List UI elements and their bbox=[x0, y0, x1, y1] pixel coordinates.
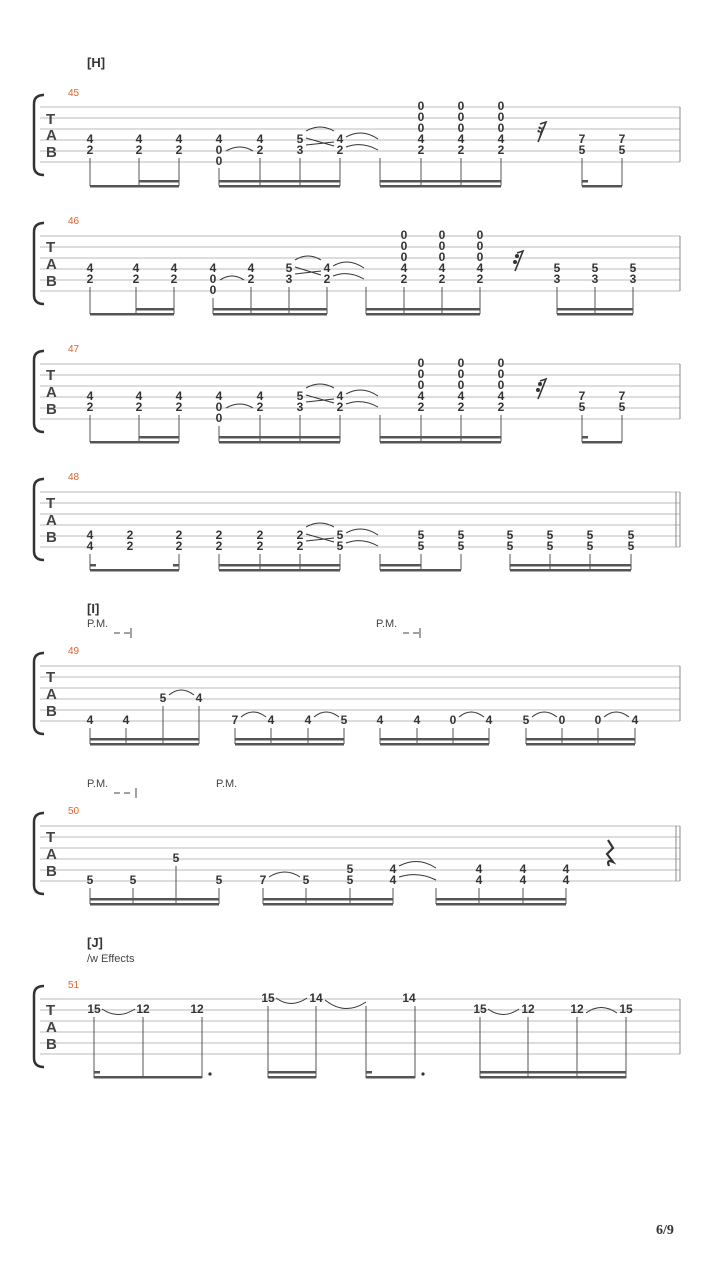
fret-number: 2 bbox=[497, 400, 505, 414]
tie-arc bbox=[346, 529, 378, 535]
fret-number: 5 bbox=[457, 539, 465, 553]
fret-number: 2 bbox=[256, 400, 264, 414]
fret-number: 5 bbox=[285, 261, 293, 275]
fret-number: 0 bbox=[457, 367, 465, 381]
fret-number: 2 bbox=[323, 272, 331, 286]
tie-arc bbox=[226, 404, 253, 408]
rest-dot bbox=[536, 388, 540, 392]
fret-numbers bbox=[87, 691, 639, 727]
fret-number: 4 bbox=[86, 389, 94, 403]
fret-number: 2 bbox=[296, 528, 304, 542]
fret-number: 5 bbox=[618, 400, 626, 414]
fret-number: 0 bbox=[497, 121, 505, 135]
fret-number: 4 bbox=[122, 713, 130, 727]
fret-number: 2 bbox=[170, 272, 178, 286]
beams bbox=[94, 1071, 626, 1079]
tie-arc bbox=[346, 541, 378, 546]
fret-number: 0 bbox=[457, 99, 465, 113]
tab-letter-a: A bbox=[46, 127, 57, 144]
tie-arc bbox=[220, 276, 244, 280]
rest-dot bbox=[538, 382, 542, 386]
fret-number: 0 bbox=[594, 713, 602, 727]
fret-number: 5 bbox=[417, 528, 425, 542]
dotted-rhythm-dot bbox=[208, 1072, 211, 1075]
system-47 bbox=[34, 344, 680, 444]
fret-number: 5 bbox=[457, 528, 465, 542]
fret-number: 4 bbox=[132, 261, 140, 275]
fret-number: 3 bbox=[285, 272, 293, 286]
palm-mute-extent bbox=[403, 628, 420, 638]
fret-number: 4 bbox=[304, 713, 312, 727]
fret-number: 7 bbox=[578, 389, 586, 403]
fret-number: 4 bbox=[413, 713, 421, 727]
fret-number: 2 bbox=[256, 528, 264, 542]
fret-number: 4 bbox=[476, 261, 484, 275]
tie-arc bbox=[459, 712, 484, 717]
fret-number: 5 bbox=[553, 261, 561, 275]
fret-number: 2 bbox=[417, 143, 425, 157]
fret-number: 3 bbox=[296, 400, 304, 414]
fret-number: 4 bbox=[336, 389, 344, 403]
fret-number: 4 bbox=[86, 539, 94, 553]
fret-number: 2 bbox=[247, 272, 255, 286]
fret-number: 5 bbox=[159, 691, 167, 705]
fret-number: 0 bbox=[457, 110, 465, 124]
fret-numbers bbox=[87, 228, 637, 297]
bar-number: 51 bbox=[68, 980, 80, 991]
fret-number: 5 bbox=[627, 528, 635, 542]
tie-arc bbox=[314, 712, 339, 717]
fret-number: 0 bbox=[558, 713, 566, 727]
palm-mute-label: P.M. bbox=[376, 618, 398, 630]
tab-letter-t: T bbox=[46, 367, 56, 384]
fret-number: 4 bbox=[323, 261, 331, 275]
bar-number: 45 bbox=[68, 88, 80, 99]
fret-number: 14 bbox=[402, 991, 416, 1005]
fret-number: 4 bbox=[135, 132, 143, 146]
fret-number: 5 bbox=[296, 132, 304, 146]
fret-number: 5 bbox=[302, 873, 310, 887]
fret-number: 5 bbox=[340, 713, 348, 727]
fret-number: 2 bbox=[476, 272, 484, 286]
fret-number: 4 bbox=[247, 261, 255, 275]
fret-number: 4 bbox=[562, 873, 570, 887]
fret-number: 7 bbox=[259, 873, 267, 887]
palm-mute-extent bbox=[114, 788, 136, 798]
fret-number: 15 bbox=[87, 1002, 101, 1016]
effects-annotation: /w Effects bbox=[87, 953, 135, 965]
fret-number: 5 bbox=[586, 528, 594, 542]
tie-arc bbox=[346, 145, 378, 150]
fret-numbers bbox=[87, 851, 570, 887]
fret-number: 4 bbox=[400, 261, 408, 275]
fret-number: 2 bbox=[457, 400, 465, 414]
ties bbox=[102, 998, 617, 1015]
fret-number: 2 bbox=[175, 400, 183, 414]
fret-number: 0 bbox=[400, 239, 408, 253]
fret-number: 2 bbox=[400, 272, 408, 286]
fret-number: 0 bbox=[476, 250, 484, 264]
fret-number: 2 bbox=[126, 539, 134, 553]
fret-number: 0 bbox=[457, 121, 465, 135]
fret-number: 4 bbox=[215, 132, 223, 146]
fret-number: 0 bbox=[449, 713, 457, 727]
tie-arc bbox=[346, 133, 378, 139]
fret-number: 14 bbox=[309, 991, 323, 1005]
fret-numbers bbox=[87, 991, 633, 1016]
fret-number: 4 bbox=[86, 713, 94, 727]
fret-number: 2 bbox=[175, 143, 183, 157]
fret-number: 0 bbox=[215, 411, 223, 425]
fret-number: 0 bbox=[209, 283, 217, 297]
fret-number: 15 bbox=[473, 1002, 487, 1016]
tab-letter-t: T bbox=[46, 239, 56, 256]
tab-letter-b: B bbox=[46, 273, 57, 290]
beams bbox=[90, 898, 566, 906]
fret-number: 4 bbox=[475, 862, 483, 876]
fret-number: 4 bbox=[475, 873, 483, 887]
palm-mute-label: P.M. bbox=[87, 618, 109, 630]
tab-letter-t: T bbox=[46, 669, 56, 686]
fret-number: 5 bbox=[417, 539, 425, 553]
fret-number: 2 bbox=[438, 272, 446, 286]
fret-number: 5 bbox=[336, 539, 344, 553]
tie-arc bbox=[346, 402, 378, 407]
fret-number: 0 bbox=[497, 378, 505, 392]
tie-arc bbox=[325, 1000, 366, 1009]
fret-number: 4 bbox=[457, 132, 465, 146]
fret-number: 4 bbox=[175, 132, 183, 146]
fret-number: 4 bbox=[497, 132, 505, 146]
fret-number: 4 bbox=[457, 389, 465, 403]
tie-arc bbox=[399, 861, 436, 868]
fret-number: 4 bbox=[195, 691, 203, 705]
tie-arc bbox=[269, 872, 300, 877]
fret-number: 12 bbox=[190, 1002, 204, 1016]
fret-number: 4 bbox=[497, 389, 505, 403]
system-46 bbox=[34, 216, 680, 316]
fret-number: 0 bbox=[215, 154, 223, 168]
tie-arc bbox=[346, 390, 378, 396]
bar-number: 50 bbox=[68, 806, 80, 817]
fret-number: 2 bbox=[126, 528, 134, 542]
fret-number: 0 bbox=[209, 272, 217, 286]
fret-number: 5 bbox=[629, 261, 637, 275]
staff-bracket bbox=[34, 813, 44, 894]
bar-number: 47 bbox=[68, 344, 80, 355]
fret-number: 0 bbox=[215, 143, 223, 157]
fret-number: 4 bbox=[175, 389, 183, 403]
fret-number: 2 bbox=[135, 143, 143, 157]
tab-letter-t: T bbox=[46, 1002, 56, 1019]
fret-number: 4 bbox=[631, 713, 639, 727]
fret-number: 2 bbox=[256, 143, 264, 157]
fret-number: 5 bbox=[618, 143, 626, 157]
fret-number: 4 bbox=[135, 389, 143, 403]
fret-number: 3 bbox=[553, 272, 561, 286]
tab-staff bbox=[40, 666, 680, 721]
fret-number: 4 bbox=[562, 862, 570, 876]
fret-number: 2 bbox=[175, 539, 183, 553]
fret-number: 5 bbox=[546, 528, 554, 542]
fret-number: 5 bbox=[546, 539, 554, 553]
system-49 bbox=[34, 601, 680, 746]
fret-number: 0 bbox=[457, 378, 465, 392]
tie-arc bbox=[604, 712, 629, 717]
rest-dot bbox=[513, 260, 517, 264]
fret-number: 4 bbox=[519, 873, 527, 887]
fret-number: 0 bbox=[215, 400, 223, 414]
section-marker-i: [I] bbox=[87, 601, 100, 616]
rhythm-stems bbox=[94, 1006, 626, 1078]
fret-number: 2 bbox=[296, 539, 304, 553]
sixteenth-rest-icon: 𝄿 bbox=[537, 118, 544, 142]
quarter-rest-icon bbox=[607, 840, 613, 866]
fret-number: 5 bbox=[591, 261, 599, 275]
tie-arc bbox=[333, 274, 364, 279]
fret-number: 15 bbox=[619, 1002, 633, 1016]
staff-bracket bbox=[34, 223, 44, 304]
fret-number: 2 bbox=[417, 400, 425, 414]
fret-number: 4 bbox=[485, 713, 493, 727]
fret-number: 0 bbox=[400, 228, 408, 242]
section-marker-h: [H] bbox=[87, 55, 106, 70]
fret-number: 0 bbox=[497, 356, 505, 370]
rest-dot bbox=[515, 254, 519, 258]
fret-number: 12 bbox=[521, 1002, 535, 1016]
fret-number: 5 bbox=[172, 851, 180, 865]
fret-number: 5 bbox=[578, 143, 586, 157]
tie-arc bbox=[226, 147, 253, 151]
fret-number: 0 bbox=[497, 367, 505, 381]
fret-number: 4 bbox=[256, 132, 264, 146]
system-51 bbox=[34, 935, 680, 1079]
fret-number: 5 bbox=[506, 528, 514, 542]
tie-arc bbox=[169, 690, 194, 695]
rhythm-stems bbox=[90, 554, 631, 570]
palm-mute-label: P.M. bbox=[216, 778, 238, 790]
tab-letter-b: B bbox=[46, 1036, 57, 1053]
tab-letter-b: B bbox=[46, 401, 57, 418]
fret-number: 5 bbox=[506, 539, 514, 553]
tab-letter-a: A bbox=[46, 384, 57, 401]
fret-number: 2 bbox=[215, 528, 223, 542]
fret-number: 2 bbox=[86, 400, 94, 414]
system-50 bbox=[34, 778, 680, 906]
fret-number: 0 bbox=[417, 356, 425, 370]
fret-number: 7 bbox=[578, 132, 586, 146]
beams bbox=[90, 180, 622, 188]
system-48 bbox=[34, 472, 680, 572]
fret-number: 0 bbox=[417, 121, 425, 135]
tab-staff bbox=[40, 492, 680, 547]
page-number: 6/9 bbox=[656, 1223, 674, 1238]
tab-letter-t: T bbox=[46, 111, 56, 128]
tab-letter-b: B bbox=[46, 703, 57, 720]
fret-number: 2 bbox=[336, 400, 344, 414]
fret-number: 2 bbox=[497, 143, 505, 157]
fret-number: 5 bbox=[346, 862, 354, 876]
fret-number: 0 bbox=[497, 99, 505, 113]
fret-number: 0 bbox=[417, 110, 425, 124]
fret-number: 2 bbox=[336, 143, 344, 157]
staff-bracket bbox=[34, 986, 44, 1067]
fret-number: 0 bbox=[438, 250, 446, 264]
fret-number: 3 bbox=[591, 272, 599, 286]
fret-number: 4 bbox=[336, 132, 344, 146]
tab-letter-a: A bbox=[46, 686, 57, 703]
tab-letter-b: B bbox=[46, 863, 57, 880]
fret-number: 0 bbox=[476, 239, 484, 253]
fret-number: 4 bbox=[417, 389, 425, 403]
fret-number: 2 bbox=[135, 400, 143, 414]
fret-number: 4 bbox=[389, 862, 397, 876]
fret-number: 7 bbox=[618, 389, 626, 403]
fret-number: 2 bbox=[256, 539, 264, 553]
fret-number: 4 bbox=[86, 261, 94, 275]
tab-letter-a: A bbox=[46, 512, 57, 529]
fret-number: 5 bbox=[86, 873, 94, 887]
fret-number: 4 bbox=[376, 713, 384, 727]
fret-number: 0 bbox=[438, 239, 446, 253]
fret-number: 5 bbox=[578, 400, 586, 414]
staff-bracket bbox=[34, 479, 44, 560]
tie-arc bbox=[399, 875, 436, 880]
fret-number: 5 bbox=[215, 873, 223, 887]
fret-number: 3 bbox=[296, 143, 304, 157]
fret-number: 4 bbox=[438, 261, 446, 275]
palm-mute-extent bbox=[114, 628, 131, 638]
fret-number: 2 bbox=[132, 272, 140, 286]
fret-number: 5 bbox=[296, 389, 304, 403]
section-marker-j: [J] bbox=[87, 935, 103, 950]
fret-number: 0 bbox=[417, 367, 425, 381]
tie-arc bbox=[333, 262, 364, 268]
dotted-rhythm-dot bbox=[421, 1072, 424, 1075]
tab-letter-a: A bbox=[46, 846, 57, 863]
fret-number: 5 bbox=[627, 539, 635, 553]
rest bbox=[537, 118, 546, 142]
tab-letter-a: A bbox=[46, 1019, 57, 1036]
bar-number: 48 bbox=[68, 472, 80, 483]
tab-letter-t: T bbox=[46, 495, 56, 512]
fret-number: 4 bbox=[209, 261, 217, 275]
fret-number: 4 bbox=[256, 389, 264, 403]
staff-bracket bbox=[34, 351, 44, 432]
fret-number: 0 bbox=[476, 228, 484, 242]
fret-number: 4 bbox=[86, 528, 94, 542]
fret-number: 4 bbox=[417, 132, 425, 146]
fret-number: 4 bbox=[86, 132, 94, 146]
fret-number: 0 bbox=[497, 110, 505, 124]
tab-letter-t: T bbox=[46, 829, 56, 846]
fret-number: 15 bbox=[261, 991, 275, 1005]
fret-number: 2 bbox=[175, 528, 183, 542]
beams bbox=[90, 308, 633, 316]
fret-number: 0 bbox=[438, 228, 446, 242]
fret-number: 7 bbox=[618, 132, 626, 146]
fret-number: 12 bbox=[136, 1002, 150, 1016]
fret-number: 0 bbox=[400, 250, 408, 264]
fret-number: 3 bbox=[629, 272, 637, 286]
beams bbox=[90, 436, 622, 444]
fret-number: 4 bbox=[389, 873, 397, 887]
fret-number: 0 bbox=[417, 99, 425, 113]
fret-number: 5 bbox=[522, 713, 530, 727]
fret-number: 5 bbox=[129, 873, 137, 887]
system-45 bbox=[34, 55, 680, 188]
fret-number: 2 bbox=[86, 272, 94, 286]
fret-number: 7 bbox=[231, 713, 239, 727]
fret-number: 2 bbox=[86, 143, 94, 157]
tie-arc bbox=[241, 712, 266, 717]
fret-number: 5 bbox=[336, 528, 344, 542]
tab-letter-b: B bbox=[46, 144, 57, 161]
tab-letter-a: A bbox=[46, 256, 57, 273]
bar-number: 46 bbox=[68, 216, 80, 227]
palm-mute-label: P.M. bbox=[87, 778, 109, 790]
tab-letter-b: B bbox=[46, 529, 57, 546]
fret-number: 5 bbox=[346, 873, 354, 887]
fret-number: 12 bbox=[570, 1002, 584, 1016]
fret-number: 2 bbox=[457, 143, 465, 157]
beams bbox=[90, 738, 635, 746]
fret-number: 2 bbox=[215, 539, 223, 553]
fret-number: 4 bbox=[267, 713, 275, 727]
fret-number: 0 bbox=[417, 378, 425, 392]
fret-number: 5 bbox=[586, 539, 594, 553]
bar-number: 49 bbox=[68, 646, 80, 657]
staff-bracket bbox=[34, 653, 44, 734]
fret-number: 4 bbox=[519, 862, 527, 876]
fret-number: 4 bbox=[215, 389, 223, 403]
fret-number: 4 bbox=[170, 261, 178, 275]
tie-arc bbox=[532, 712, 557, 717]
fret-number: 0 bbox=[457, 356, 465, 370]
